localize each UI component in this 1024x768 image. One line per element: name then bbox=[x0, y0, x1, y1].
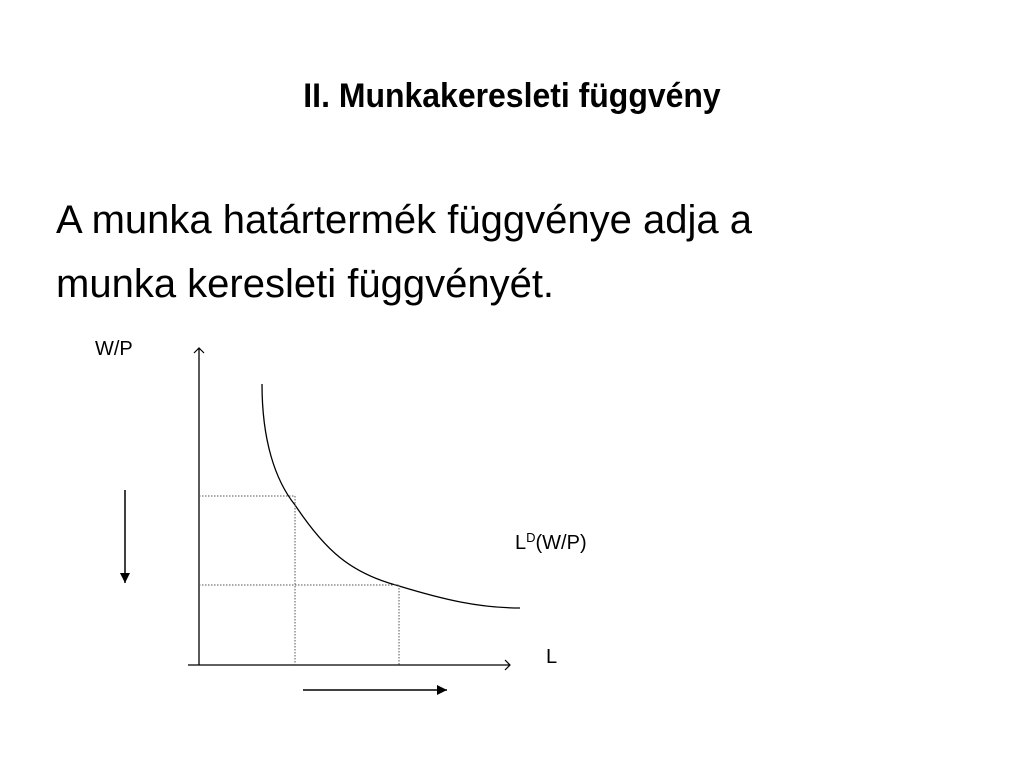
curve-label-superscript: D bbox=[526, 530, 536, 545]
y-axis-label: W/P bbox=[95, 338, 133, 360]
curve-label-main: L bbox=[515, 532, 527, 554]
curve-label-argument: (W/P) bbox=[535, 532, 587, 554]
x-axis-label: L bbox=[546, 646, 558, 668]
labor-demand-curve bbox=[262, 384, 520, 608]
curve-label bbox=[515, 526, 587, 555]
body-line-2: munka keresleti függvényét. bbox=[56, 262, 555, 306]
body-line-1: A munka határtermék függvénye adja a bbox=[56, 198, 752, 242]
slide-title: II. Munkakeresleti függvény bbox=[303, 77, 721, 115]
